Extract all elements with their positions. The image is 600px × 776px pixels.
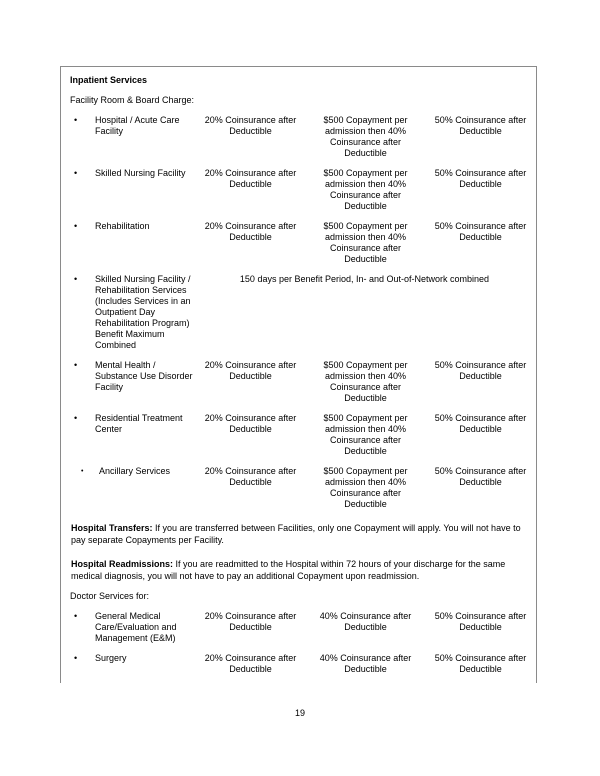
bullet-icon: • — [74, 168, 78, 178]
note-body: If you are transferred between Facilities, only one Copayment will apply. You will not have to pay separate Copayments per Facility. — [71, 523, 521, 545]
benefit-value-col4: 50% Coinsurance after Deductible — [434, 221, 527, 242]
bullet-item — [72, 653, 193, 664]
benefit-value-col4: 50% Coinsurance after Deductible — [434, 653, 527, 674]
benefit-value-col3: $500 Copayment per admission then 40% Coinsurance after Deductible — [323, 115, 408, 158]
table-row — [61, 168, 536, 212]
benefit-value-col2: 20% Coinsurance after Deductible — [204, 653, 297, 674]
benefit-value-col2: 20% Coinsurance after Deductible — [204, 221, 297, 242]
sub-label-facility-room-board: Facility Room & Board Charge: — [70, 95, 195, 105]
bullet-item — [72, 115, 193, 137]
benefit-name-label: Ancillary Services — [99, 466, 171, 476]
benefit-name-label: Hospital / Acute Care Facility — [95, 115, 180, 136]
page-number: 19 — [294, 708, 305, 718]
table-row — [61, 360, 536, 404]
benefit-value-col3: $500 Copayment per admission then 40% Coinsurance after Deductible — [323, 413, 408, 456]
table-row — [61, 653, 536, 675]
benefit-value-col3: $500 Copayment per admission then 40% Coinsurance after Deductible — [323, 466, 408, 509]
bullet-icon: • — [74, 413, 78, 423]
table-row — [61, 115, 536, 159]
benefit-name-label: Residential Treatment Center — [95, 413, 183, 434]
note-hospital-readmissions — [61, 559, 536, 582]
benefit-value-col3: $500 Copayment per admission then 40% Coinsurance after Deductible — [323, 221, 408, 264]
table-bottom-spacer — [61, 675, 536, 683]
bullet-icon: • — [74, 360, 78, 370]
benefit-value-col3: 40% Coinsurance after Deductible — [319, 611, 412, 632]
table-row — [61, 221, 536, 265]
benefit-value-col2: 20% Coinsurance after Deductible — [204, 413, 297, 434]
note-heading: Hospital Transfers: — [71, 523, 153, 533]
benefit-name-label: Skilled Nursing Facility / Rehabilitation Services (Includes Services in an Outpatient Day Rehabilitation Program) Benefit Maximum Combined — [95, 274, 191, 350]
benefit-name-cell — [61, 274, 193, 351]
bullet-icon: • — [74, 653, 78, 663]
benefit-value-col4: 50% Coinsurance after Deductible — [434, 115, 527, 136]
benefit-name-cell — [61, 221, 193, 265]
benefit-name-cell — [61, 653, 193, 675]
benefit-value-col4: 50% Coinsurance after Deductible — [434, 168, 527, 189]
benefit-name-label: Skilled Nursing Facility — [95, 168, 186, 178]
benefit-name-cell — [61, 466, 193, 510]
benefit-value-col3: $500 Copayment per admission then 40% Coinsurance after Deductible — [323, 168, 408, 211]
benefit-value-col2: 20% Coinsurance after Deductible — [204, 466, 297, 487]
section-title-inpatient-services: Inpatient Services — [70, 75, 148, 85]
benefit-value-col4: 50% Coinsurance after Deductible — [434, 611, 527, 632]
benefit-value-col2: 20% Coinsurance after Deductible — [204, 168, 297, 189]
benefit-value-col2: 20% Coinsurance after Deductible — [204, 611, 297, 632]
benefit-name-cell — [61, 611, 193, 644]
benefit-name-cell — [61, 115, 193, 159]
table-row — [61, 413, 536, 457]
benefit-name-cell — [61, 360, 193, 404]
benefit-value-col4: 50% Coinsurance after Deductible — [434, 413, 527, 434]
benefit-name-label: Rehabilitation — [95, 221, 150, 231]
benefit-value-col3: $500 Copayment per admission then 40% Coinsurance after Deductible — [323, 360, 408, 403]
benefit-name-label: General Medical Care/Evaluation and Management (E&M) — [95, 611, 177, 643]
inpatient-services-benefit-table — [60, 66, 537, 683]
bullet-icon: • — [74, 115, 78, 125]
benefit-value-col2: 20% Coinsurance after Deductible — [204, 360, 297, 381]
table-row — [61, 611, 536, 644]
benefit-value-span: 150 days per Benefit Period, In- and Out-of-Network combined — [239, 274, 490, 284]
benefit-name-label: Surgery — [95, 653, 127, 663]
bullet-item — [72, 413, 193, 435]
bullet-item — [72, 221, 193, 232]
bullet-icon: • — [74, 611, 78, 621]
benefit-value-col3: 40% Coinsurance after Deductible — [319, 653, 412, 674]
bullet-item — [72, 466, 193, 477]
note-heading: Hospital Readmissions: — [71, 559, 174, 569]
note-body: If you are readmitted to the Hospital within 72 hours of your discharge for the same medical diagnosis, you will not have to pay an additional Copayment upon readmission. — [71, 559, 506, 581]
bullet-icon: • — [74, 221, 78, 231]
table-row — [61, 274, 536, 351]
bullet-item — [72, 360, 193, 393]
note-hospital-transfers — [61, 523, 536, 546]
sub-label-doctor-services: Doctor Services for: — [70, 591, 150, 601]
benefit-value-col2: 20% Coinsurance after Deductible — [204, 115, 297, 136]
benefit-name-label: Mental Health / Substance Use Disorder Facility — [95, 360, 193, 392]
bullet-item — [72, 611, 193, 644]
benefit-name-cell — [61, 168, 193, 212]
bullet-icon: • — [81, 468, 84, 475]
benefit-value-col4: 50% Coinsurance after Deductible — [434, 466, 527, 487]
benefit-name-cell — [61, 413, 193, 457]
benefit-value-col4: 50% Coinsurance after Deductible — [434, 360, 527, 381]
bullet-item — [72, 168, 193, 179]
bullet-icon: • — [74, 274, 78, 284]
bullet-item — [72, 274, 193, 351]
table-row — [61, 466, 536, 510]
